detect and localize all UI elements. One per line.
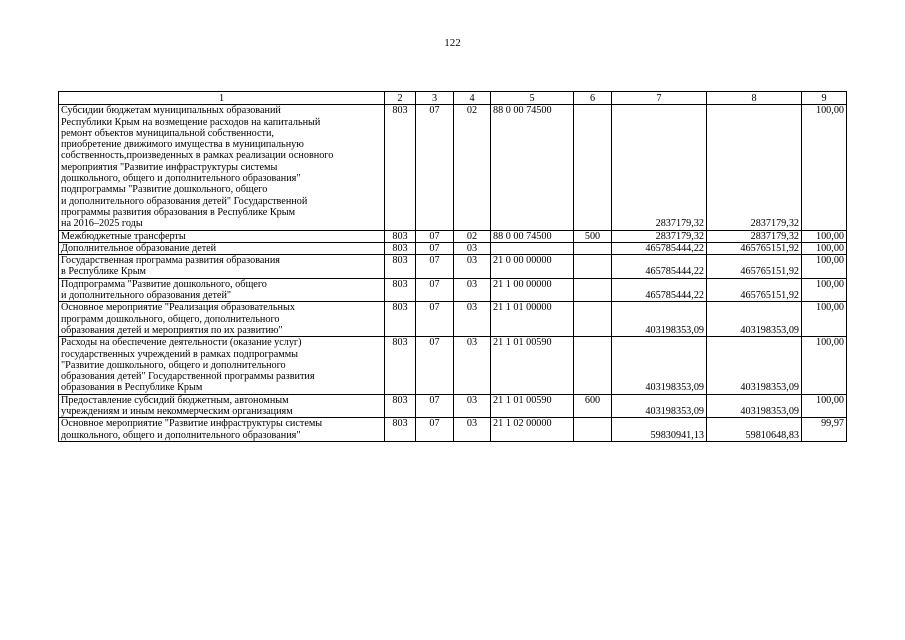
execution-percent: 100,00 (802, 302, 847, 337)
column-header: 5 (491, 92, 574, 105)
target-item-code: 88 0 00 74500 (491, 105, 574, 230)
ministry-code: 803 (385, 230, 416, 242)
target-item-code: 21 1 01 00590 (491, 337, 574, 394)
section-code: 07 (416, 394, 454, 418)
target-item-code: 21 1 01 00000 (491, 302, 574, 337)
expense-type-code: 600 (574, 394, 612, 418)
subsection-code: 03 (454, 337, 491, 394)
ministry-code: 803 (385, 255, 416, 279)
column-header: 3 (416, 92, 454, 105)
target-item-code (491, 242, 574, 254)
table-row (59, 278, 847, 302)
ministry-code: 803 (385, 105, 416, 230)
expense-type-code (574, 255, 612, 279)
target-item-code: 21 0 00 00000 (491, 255, 574, 279)
column-header: 8 (707, 92, 802, 105)
section-code: 07 (416, 302, 454, 337)
executed-amount: 59810648,83 (707, 418, 802, 442)
execution-percent: 100,00 (802, 337, 847, 394)
row-description: Межбюджетные трансферты (59, 230, 385, 242)
column-header: 4 (454, 92, 491, 105)
column-header: 9 (802, 92, 847, 105)
subsection-code: 03 (454, 278, 491, 302)
expense-type-code (574, 105, 612, 230)
subsection-code: 02 (454, 105, 491, 230)
executed-amount: 403198353,09 (707, 337, 802, 394)
column-header: 6 (574, 92, 612, 105)
target-item-code: 21 1 01 00590 (491, 394, 574, 418)
section-code: 07 (416, 105, 454, 230)
page-number: 122 (444, 37, 461, 49)
expense-type-code (574, 242, 612, 254)
planned-amount: 403198353,09 (612, 302, 707, 337)
section-code: 07 (416, 418, 454, 442)
planned-amount: 59830941,13 (612, 418, 707, 442)
executed-amount: 2837179,32 (707, 230, 802, 242)
expense-type-code (574, 302, 612, 337)
execution-percent: 100,00 (802, 105, 847, 230)
section-code: 07 (416, 230, 454, 242)
table-row (59, 242, 847, 254)
section-code: 07 (416, 278, 454, 302)
execution-percent: 99,97 (802, 418, 847, 442)
execution-percent: 100,00 (802, 394, 847, 418)
table-row (59, 230, 847, 242)
planned-amount: 465785444,22 (612, 242, 707, 254)
table-row (59, 302, 847, 337)
expense-type-code (574, 418, 612, 442)
expense-type-code (574, 337, 612, 394)
budget-table (58, 91, 847, 442)
section-code: 07 (416, 337, 454, 394)
ministry-code: 803 (385, 278, 416, 302)
ministry-code: 803 (385, 337, 416, 394)
table-row (59, 255, 847, 279)
row-description: Дополнительное образование детей (59, 242, 385, 254)
expense-type-code: 500 (574, 230, 612, 242)
subsection-code: 03 (454, 255, 491, 279)
section-code: 07 (416, 255, 454, 279)
row-description: Основное мероприятие "Реализация образовательных программ дошкольного, общего, дополнительного образования детей и мероприятия по их развитию" (59, 302, 385, 337)
execution-percent: 100,00 (802, 278, 847, 302)
row-description: Расходы на обеспечение деятельности (оказание услуг) государственных учреждений в рамках подпрограммы "Развитие дошкольного, общего и дополнительного образования детей" Государственной программы развития образования в Республике Крым (59, 337, 385, 394)
subsection-code: 03 (454, 242, 491, 254)
table-header-row (59, 92, 847, 105)
subsection-code: 03 (454, 302, 491, 337)
table-row (59, 337, 847, 394)
planned-amount: 403198353,09 (612, 394, 707, 418)
table-row (59, 105, 847, 230)
target-item-code: 21 1 00 00000 (491, 278, 574, 302)
row-description: Подпрограмма "Развитие дошкольного, общего и дополнительного образования детей" (59, 278, 385, 302)
section-code: 07 (416, 242, 454, 254)
executed-amount: 403198353,09 (707, 394, 802, 418)
execution-percent: 100,00 (802, 255, 847, 279)
column-header: 1 (59, 92, 385, 105)
executed-amount: 403198353,09 (707, 302, 802, 337)
planned-amount: 403198353,09 (612, 337, 707, 394)
ministry-code: 803 (385, 242, 416, 254)
row-description: Основное мероприятие "Развитие инфраструктуры системы дошкольного, общего и дополнительного образования" (59, 418, 385, 442)
execution-percent: 100,00 (802, 242, 847, 254)
planned-amount: 2837179,32 (612, 230, 707, 242)
executed-amount: 465765151,92 (707, 278, 802, 302)
row-description: Субсидии бюджетам муниципальных образований Республики Крым на возмещение расходов на капитальный ремонт объектов муниципальной собственности, приобретение движимого имущества в муниципальную собственность,произведенных в рамках реализации основного мероприятия "Развитие инфраструктуры системы дошкольного, общего и дополнительного образования" подпрограммы "Развитие дошкольного, общего и дополнительного образования детей" Государственной программы развития образования в Республике Крым на 2016–2025 годы (59, 105, 385, 230)
executed-amount: 2837179,32 (707, 105, 802, 230)
column-header: 7 (612, 92, 707, 105)
expense-type-code (574, 278, 612, 302)
column-header: 2 (385, 92, 416, 105)
row-description: Государственная программа развития образования в Республике Крым (59, 255, 385, 279)
ministry-code: 803 (385, 394, 416, 418)
target-item-code: 88 0 00 74500 (491, 230, 574, 242)
execution-percent: 100,00 (802, 230, 847, 242)
ministry-code: 803 (385, 302, 416, 337)
ministry-code: 803 (385, 418, 416, 442)
table-row (59, 394, 847, 418)
subsection-code: 03 (454, 418, 491, 442)
planned-amount: 2837179,32 (612, 105, 707, 230)
executed-amount: 465765151,92 (707, 255, 802, 279)
planned-amount: 465785444,22 (612, 255, 707, 279)
target-item-code: 21 1 02 00000 (491, 418, 574, 442)
subsection-code: 02 (454, 230, 491, 242)
row-description: Предоставление субсидий бюджетным, автономным учреждениям и иным некоммерческим организациям (59, 394, 385, 418)
subsection-code: 03 (454, 394, 491, 418)
executed-amount: 465765151,92 (707, 242, 802, 254)
table-row (59, 418, 847, 442)
planned-amount: 465785444,22 (612, 278, 707, 302)
